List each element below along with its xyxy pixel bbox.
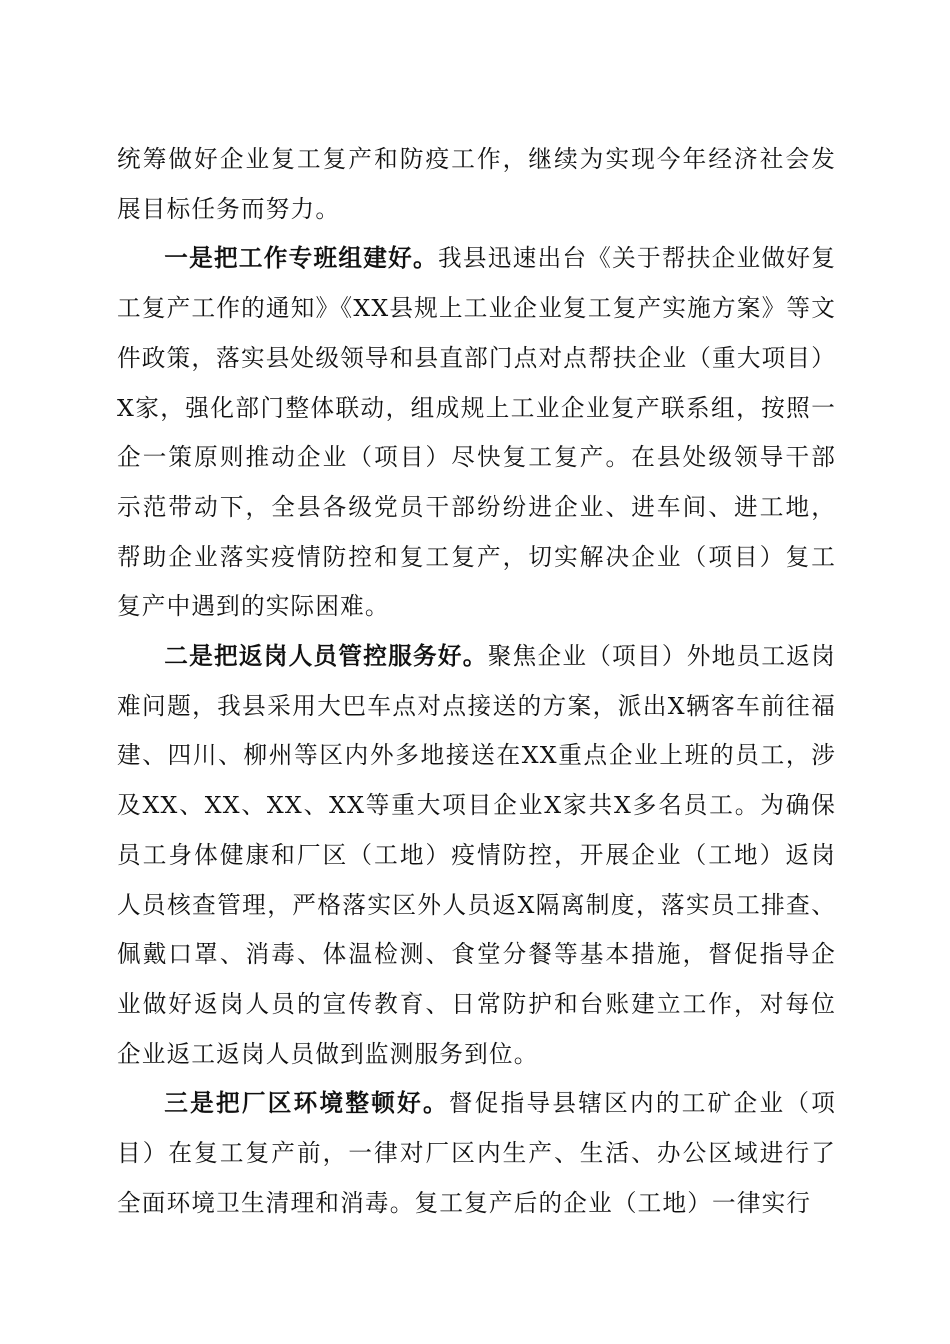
paragraph-work-team <box>117 234 836 632</box>
paragraph-text: 督促指导县辖区内的工矿企业（项目）在复工复产前，一律对厂区内生产、生活、办公区域进行了全面环境卫生清理和消毒。复工复产后的企业（工地）一律实行 <box>117 1089 836 1217</box>
paragraph-returning-staff <box>117 632 836 1079</box>
paragraph-plant-environment <box>117 1079 836 1228</box>
paragraph-text: 我县迅速出台《关于帮扶企业做好复工复产工作的通知》《XX县规上工业企业复工复产实施方案》等文件政策，落实县处级领导和县直部门点对点帮扶企业（重大项目）X家，强化部门整体联动，组成规上工业企业复产联系组，按照一企一策原则推动企业（项目）尽快复工复产。在县处级领导干部示范带动下，全县各级党员干部纷纷进企业、进车间、进工地，帮助企业落实疫情防控和复工复产，切实解决企业（项目）复工复产中遇到的实际困难。 <box>117 244 837 621</box>
paragraph-text: 聚焦企业（项目）外地员工返岗难问题，我县采用大巴车点对点接送的方案，派出X辆客车前往福建、四川、柳州等区内外多地接送在XX重点企业上班的员工，涉及XX、XX、XX、XX等重大项目企业X家共X多名员工。为确保员工身体健康和厂区（工地）疫情防控，开展企业（工地）返岗人员核查管理，严格落实区外人员返X隔离制度，落实员工排查、佩戴口罩、消毒、体温检测、食堂分餐等基本措施，督促指导企业做好返岗人员的宣传教育、日常防护和台账建立工作，对每位企业返工返岗人员做到监测服务到位。 <box>117 642 836 1068</box>
paragraph-text: 统筹做好企业复工复产和防疫工作，继续为实现今年经济社会发展目标任务而努力。 <box>117 145 836 223</box>
paragraph-heading: 二是把返岗人员管控服务好。 <box>164 642 488 671</box>
paragraph-continuation <box>117 135 836 234</box>
paragraph-heading: 三是把厂区环境整顿好。 <box>164 1089 449 1118</box>
document-body <box>117 135 836 1228</box>
paragraph-heading: 一是把工作专班组建好。 <box>164 244 438 273</box>
